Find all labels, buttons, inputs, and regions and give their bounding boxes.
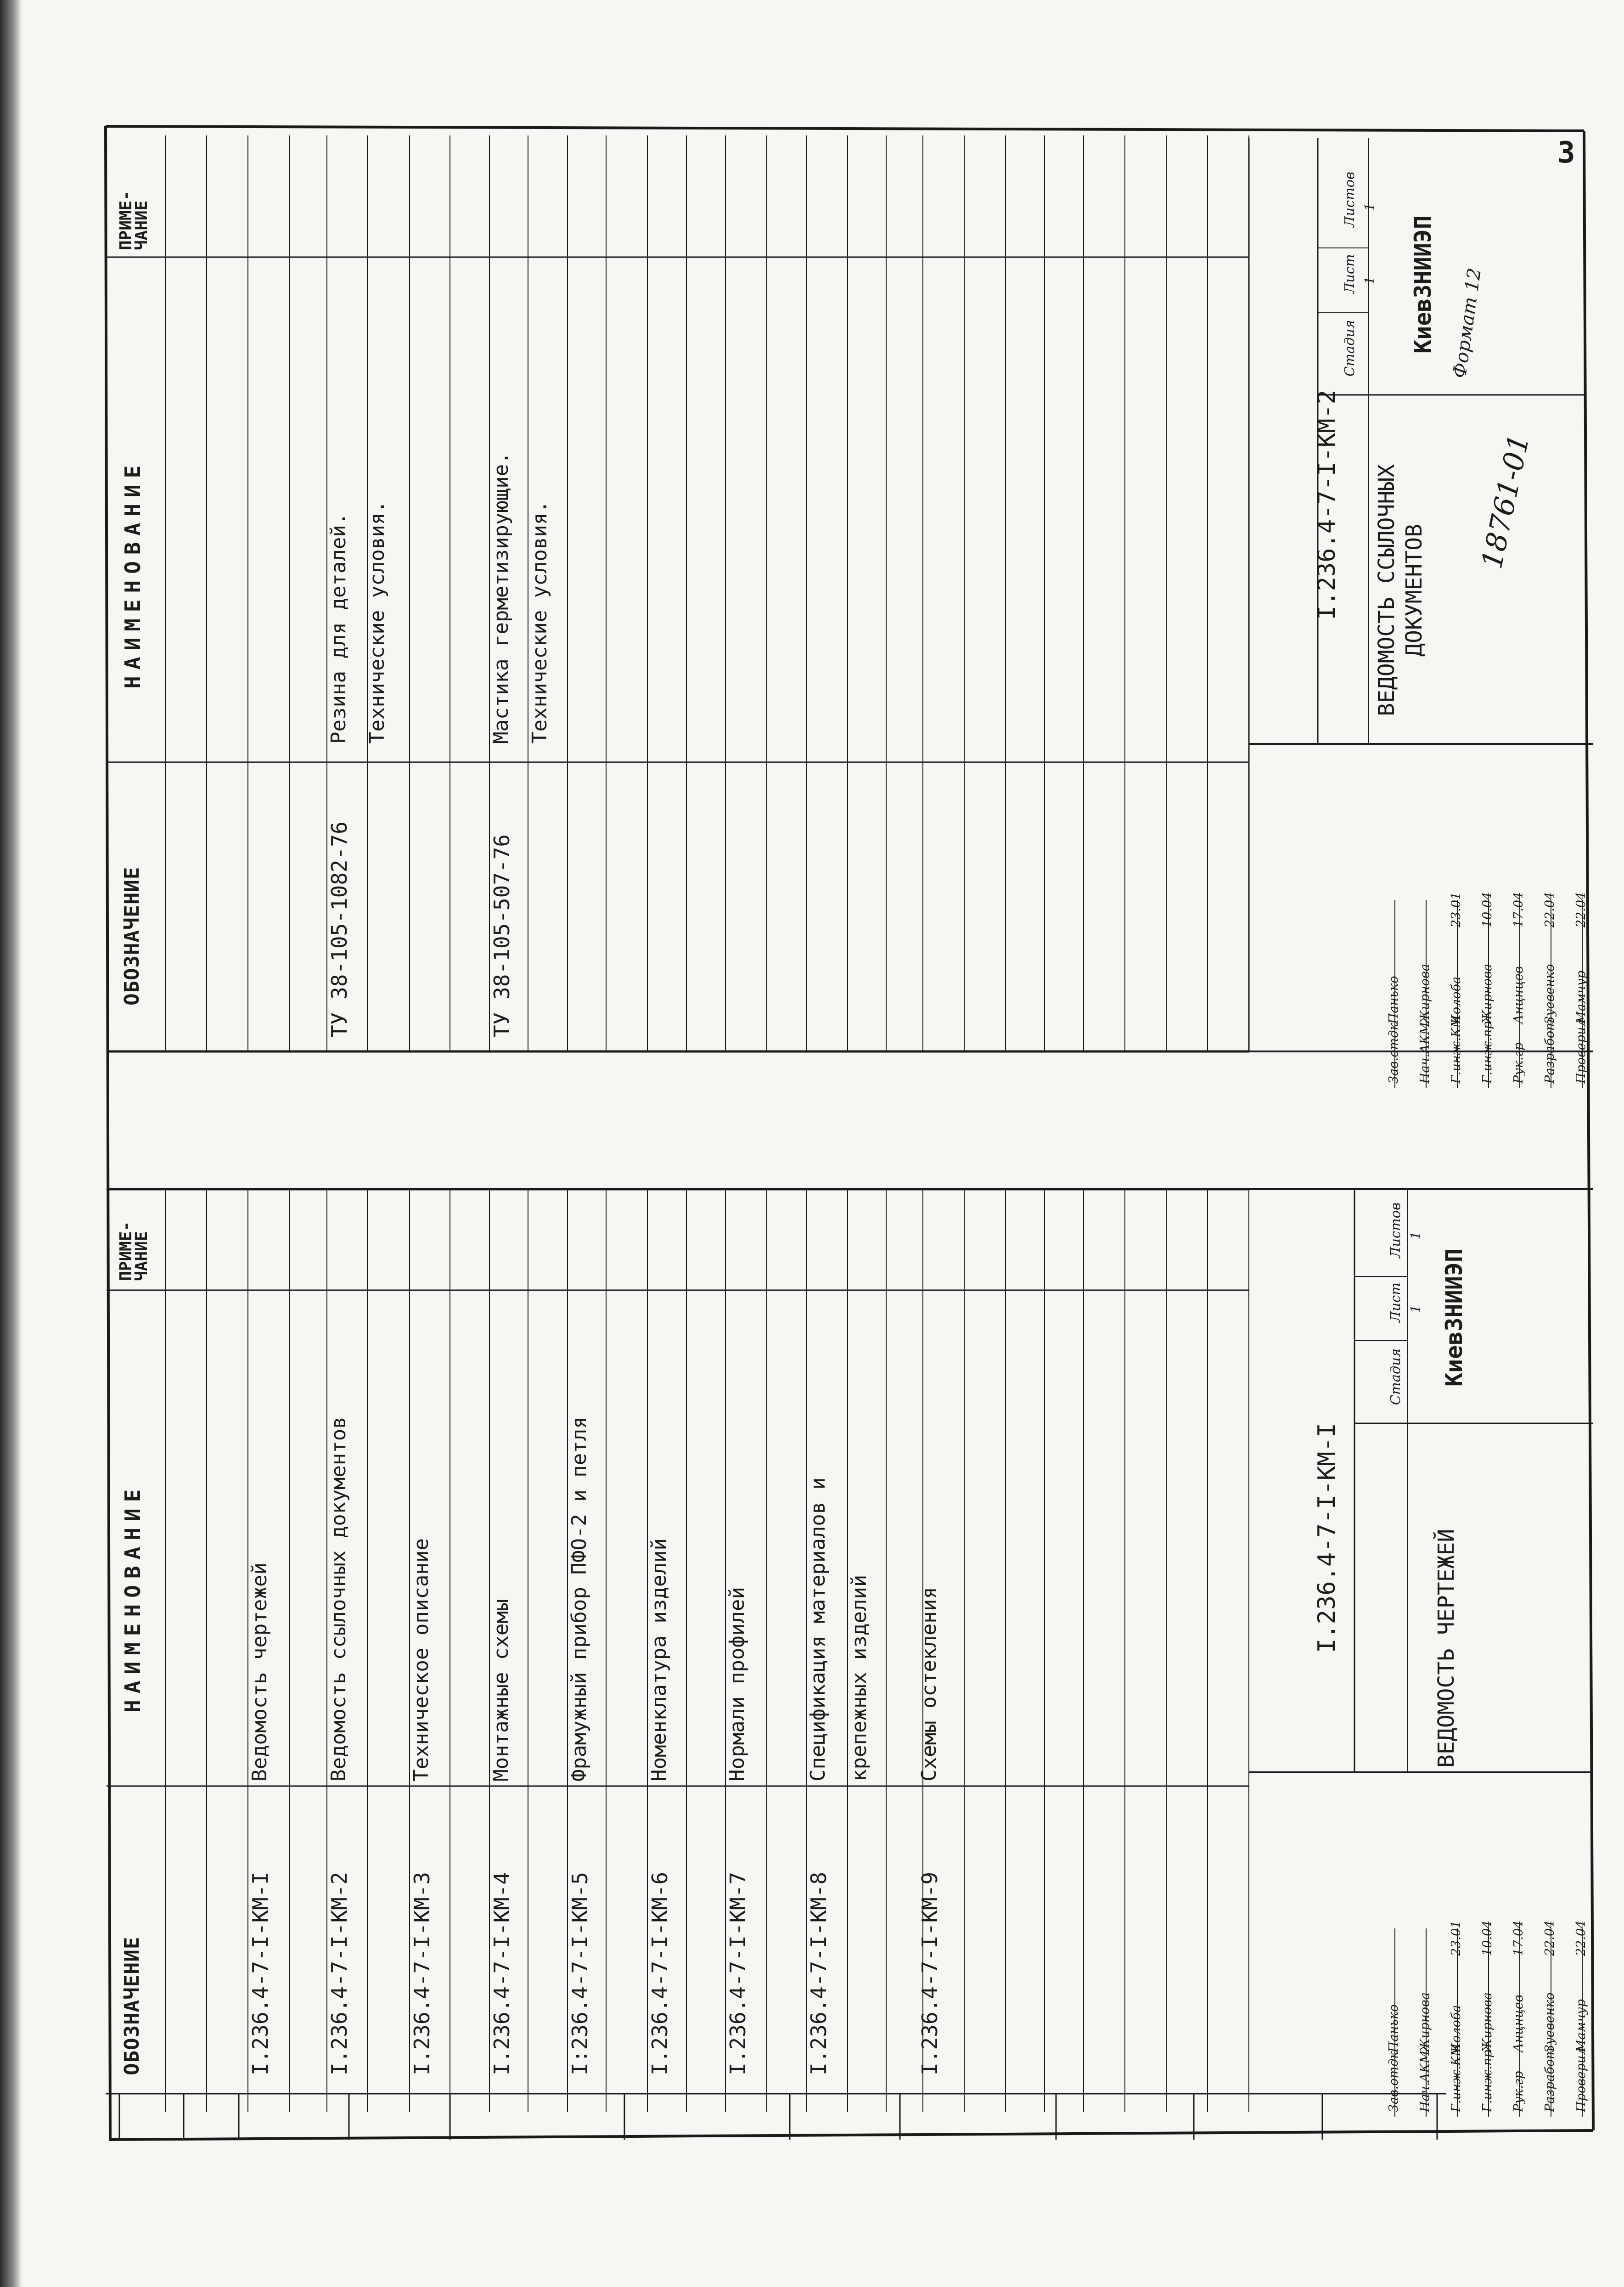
left-sheets-value: 1 [1408, 1231, 1423, 1240]
signer-role: Рук.гр [1512, 2071, 1526, 2112]
signer-role: Г.инж.КМ [1449, 1015, 1463, 1084]
left-sheet-label: Лист [1388, 1282, 1403, 1322]
frame-bottom [109, 2130, 1593, 2140]
left-row-code: I.236.4-7-I-КМ-2 [327, 1871, 352, 2075]
right-org: КиевЗНИИЭП [1410, 215, 1436, 354]
left-org: КиевЗНИИЭП [1441, 1248, 1467, 1387]
right-sheet-value: 1 [1362, 276, 1377, 285]
left-header-name: НАИМЕНОВАНИЕ [120, 1483, 145, 1713]
left-row-code: I.236.4-7-I-КМ-8 [806, 1871, 831, 2075]
left-header-note-line2: ЧАНИЕ [132, 1231, 151, 1281]
right-sheet-label: Лист [1342, 254, 1357, 294]
frame-top [106, 126, 1584, 131]
signer-date: 22.04 [1543, 1920, 1557, 1956]
signer-name: Колоба [1449, 2005, 1463, 2052]
signer-name: Зуевенко [1543, 964, 1557, 1024]
left-row-code: I.236.4-7-I-КМ-6 [647, 1871, 672, 2075]
signer-role: Нач.АКМ [1418, 1022, 1432, 1084]
left-row-name: Номенклатура изделий [647, 1538, 671, 1781]
right-title-name-line2: ДОКУМЕНТОВ [1401, 523, 1427, 657]
signer-name: Колоба [1449, 976, 1463, 1024]
left-header-note [118, 1221, 150, 1281]
left-sheet-value: 1 [1408, 1304, 1423, 1313]
signer-date: 17.04 [1512, 892, 1526, 927]
right-sheets-value: 1 [1362, 202, 1377, 211]
signer-role: Проверил [1574, 2047, 1588, 2112]
signer-date: 10.04 [1480, 1920, 1495, 1956]
signer-role: Г.инж.КМ [1449, 2043, 1463, 2112]
right-header-note-line1: ПРИМЕ- [117, 190, 135, 250]
signer-name: Анцнцев [1512, 1995, 1526, 2052]
right-row-name-cont: Технические условия. [365, 500, 389, 744]
signer-role: Зав.отдк [1387, 1023, 1401, 1084]
signer-role: Зав.отдк [1387, 2051, 1401, 2112]
right-title-code: I.236.4-7-I-КМ-2 [1313, 390, 1341, 620]
left-header-note-line1: ПРИМЕ- [117, 1221, 135, 1281]
left-stage-label: Стадия [1388, 1348, 1403, 1405]
right-row-code: ТУ 38-105-1082-76 [327, 821, 352, 1038]
signer-name: Жирнова [1480, 964, 1495, 1024]
signer-role: Нач.АКМ [1418, 2050, 1432, 2112]
left-row-name: Фрамужный прибор ПФО-2 и петля [568, 1416, 591, 1781]
signer-name: Панько [1387, 976, 1401, 1024]
frame-right [1584, 131, 1593, 2130]
signer-role: Разработ [1543, 1019, 1557, 1084]
signer-date: 22.04 [1574, 1920, 1588, 1956]
left-header-designation: ОБОЗНАЧЕНИЕ [120, 1936, 144, 2075]
left-row-code: I.236.4-7-I-КМ-7 [725, 1871, 750, 2075]
right-title-name [1373, 464, 1428, 716]
right-stage-label: Стадия [1342, 320, 1357, 376]
left-row-code: I.236.4-7-I-КМ-9 [917, 1871, 942, 2075]
right-row-name-cont: Технические условия. [528, 500, 551, 744]
left-row-code: I.236.4-7-I-КМ-I [248, 1871, 273, 2075]
signer-role: Г.инж.пр [1480, 1021, 1495, 1084]
signer-role: Проверил [1574, 1019, 1588, 1084]
left-row-code: I.236.4-7-I-КМ-4 [489, 1871, 514, 2075]
signer-name: Жирнова [1418, 964, 1432, 1024]
left-row-name: Ведомость ссылочных документов [327, 1416, 350, 1781]
frame-left [106, 126, 110, 2140]
right-title-name-line1: ВЕДОМОСТЬ ССЫЛОЧНЫХ [1374, 464, 1399, 716]
left-row-name: Нормали профилей [725, 1587, 749, 1781]
signer-date: 23.01 [1449, 1920, 1463, 1956]
signer-date: 10.04 [1480, 892, 1495, 927]
signer-name: Анцнцев [1512, 966, 1526, 1024]
signer-name: Жирнова [1480, 1992, 1495, 2052]
left-row-name: Схемы остекления [917, 1587, 941, 1781]
signer-date: 22.04 [1543, 892, 1557, 927]
signer-name: Панько [1387, 2004, 1401, 2052]
right-row-name: Резина для деталей. [327, 512, 350, 744]
right-header-note [118, 191, 150, 250]
signer-role: Г.инж.пр [1480, 2050, 1495, 2112]
right-header-designation: ОБОЗНАЧЕНИЕ [120, 866, 144, 1006]
right-row-name: Мастика герметизирующие. [489, 452, 513, 744]
right-sheets-label: Листов [1342, 172, 1357, 227]
signer-role: Рук.гр [1512, 1042, 1526, 1084]
right-header-note-line2: ЧАНИЕ [132, 200, 151, 250]
format-label: Формат 12 [1449, 266, 1486, 380]
left-title-name: ВЕДОМОСТЬ ЧЕРТЕЖЕЙ [1433, 1528, 1459, 1768]
signer-date: 17.04 [1512, 1920, 1526, 1956]
signer-role: Разработ [1543, 2047, 1557, 2112]
inventory-number: 18761-01 [1475, 431, 1536, 572]
right-header-name: НАИМЕНОВАНИЕ [120, 459, 145, 689]
signer-name: Зуевенко [1543, 1992, 1557, 2052]
signer-name: Мамчур [1574, 1999, 1588, 2052]
left-title-code: I.236.4-7-I-КМ-I [1313, 1423, 1341, 1653]
left-row-code: I:236.4-7-I-КМ-5 [568, 1871, 592, 2075]
signer-name: Жирнова [1418, 1992, 1432, 2052]
left-row-name: Спецификация материалов и [806, 1477, 830, 1781]
left-row-name-cont: крепежных изделий [848, 1574, 871, 1781]
left-row-name: Ведомость чертежей [248, 1562, 271, 1781]
left-row-code: I.236.4-7-I-КМ-3 [410, 1871, 434, 2075]
signer-date: 22.04 [1574, 892, 1588, 927]
left-row-name: Техническое описание [410, 1538, 433, 1781]
signer-name: Мамчур [1574, 971, 1588, 1024]
signer-date: 23.01 [1449, 892, 1463, 927]
right-row-code: ТУ 38-105-507-76 [489, 834, 514, 1038]
page-number: 3 [1557, 136, 1575, 170]
left-row-name: Монтажные схемы [489, 1599, 513, 1781]
left-sheets-label: Листов [1388, 1203, 1403, 1258]
